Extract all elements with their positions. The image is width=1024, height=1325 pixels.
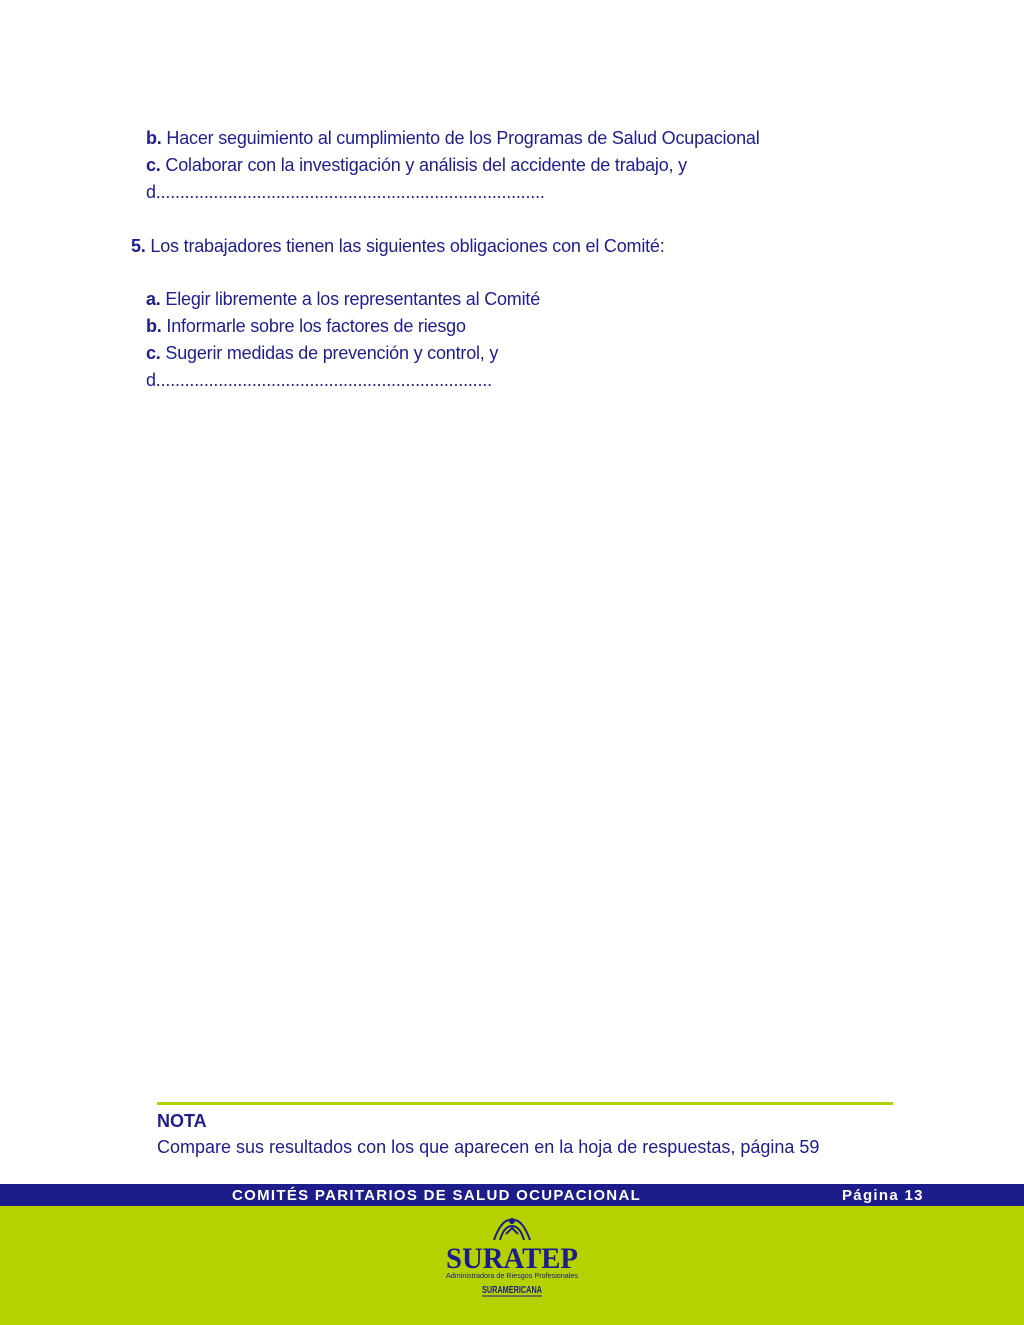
question-5 [131,235,665,257]
item-5b-text: Informarle sobre los factores de riesgo [161,316,466,336]
footer-title: COMITÉS PARITARIOS DE SALUD OCUPACIONAL [232,1187,642,1204]
page-number: Página 13 [842,1187,924,1204]
item-5a-text: Elegir libremente a los representantes al Comité [160,289,541,309]
item-5b [146,315,466,337]
item-5a-marker: a. [146,289,161,309]
question-5-text: Los trabajadores tienen las siguientes obligaciones con el Comité: [145,236,665,256]
item-4b-marker: b. [146,128,162,148]
item-5d-text: d...................................................................... [146,370,492,390]
item-4c-text: Colaborar con la investigación y análisis del accidente de trabajo, y [160,155,687,175]
item-4c-marker: c. [146,155,161,175]
item-5a [146,288,540,310]
item-4b-text: Hacer seguimiento al cumplimiento de los Programas de Salud Ocupacional [161,128,760,148]
question-5-number: 5. [131,236,146,256]
nota-title: NOTA [157,1111,207,1131]
nota-text: Compare sus resultados con los que aparecen en la hoja de respuestas, página 59 [157,1137,820,1157]
logo-wordmark: SURATEP [446,1242,578,1275]
logo-company: SURAMERICANA [482,1285,542,1296]
item-5c-marker: c. [146,343,161,363]
suratep-logo [438,1212,586,1304]
item-5b-marker: b. [146,316,162,336]
item-5c [146,342,498,364]
item-4c [146,154,687,176]
item-4b [146,127,760,149]
condor-emblem-icon [494,1218,530,1240]
logo-tagline: Administradora de Riesgos Profesionales [446,1273,579,1280]
item-4d [146,181,545,203]
item-4d-text: d................................................................................. [146,182,545,202]
item-5d [146,369,492,391]
nota-divider [157,1102,893,1105]
item-5c-text: Sugerir medidas de prevención y control, y [160,343,499,363]
